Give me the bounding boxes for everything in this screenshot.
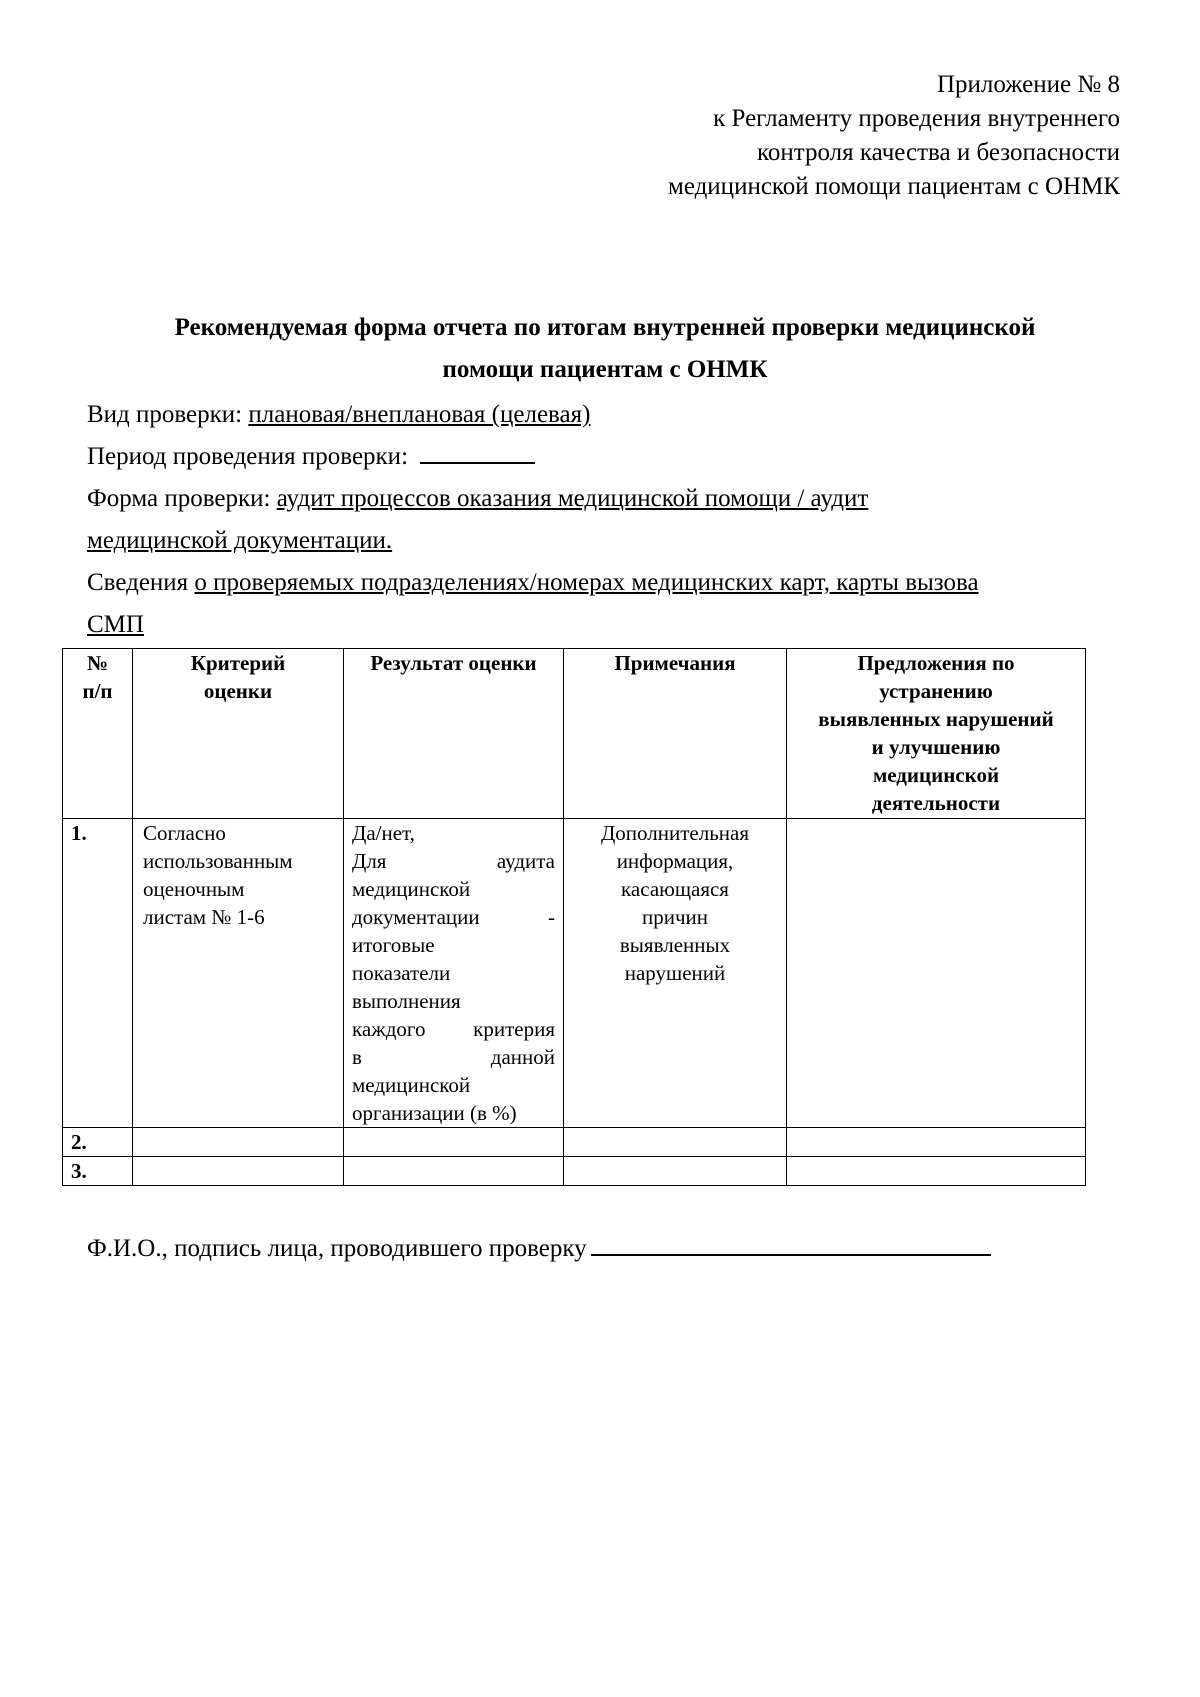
header-criterion xyxy=(133,649,344,819)
result-line: медицинской xyxy=(352,877,471,901)
header-proposals-line: устранению xyxy=(879,679,993,703)
units-info-cont xyxy=(87,604,1127,646)
appendix-line-2: к Регламенту проведения внутреннего xyxy=(713,105,1120,132)
result-cell xyxy=(344,819,564,1128)
header-criterion-line: Критерий xyxy=(190,651,286,675)
result-line: показатели xyxy=(352,961,451,985)
notes-line: выявленных xyxy=(619,933,731,957)
result-line: организации (в %) xyxy=(352,1101,517,1125)
result-line: каждого критерия xyxy=(352,1017,555,1041)
check-form-value-2: медицинской документации. xyxy=(87,527,393,554)
title-line-2: помощи пациентам с ОНМК xyxy=(442,356,768,383)
notes-cell xyxy=(564,1128,787,1157)
units-info xyxy=(87,562,1127,604)
check-type-value: плановая/внеплановая (целевая) xyxy=(248,401,591,428)
result-cell xyxy=(344,1157,564,1186)
result-line: документации - xyxy=(352,905,555,929)
table-row xyxy=(63,1157,1086,1186)
header-criterion-line: оценки xyxy=(203,679,273,703)
proposals-cell xyxy=(787,1128,1086,1157)
result-line: Да/нет, xyxy=(352,821,415,845)
criterion-line: оценочным xyxy=(143,877,245,901)
criterion-cell xyxy=(133,819,344,1128)
notes-cell xyxy=(564,819,787,1128)
title-line-1: Рекомендуемая форма отчета по итогам внутренней проверки медицинской xyxy=(174,314,1036,341)
criterion-line: Согласно xyxy=(143,821,226,845)
header-notes-text: Примечания xyxy=(614,651,736,675)
table-row xyxy=(63,819,1086,1128)
header-proposals-line: выявленных нарушений xyxy=(818,707,1054,731)
header-result-text: Результат оценки xyxy=(370,651,537,675)
check-form-cont xyxy=(87,520,1127,562)
result-cell xyxy=(344,1128,564,1157)
proposals-cell xyxy=(787,1157,1086,1186)
notes-line: Дополнительная xyxy=(600,821,749,845)
proposals-cell xyxy=(787,819,1086,1128)
units-value-2: СМП xyxy=(87,611,144,638)
check-type xyxy=(87,394,1127,436)
table-row xyxy=(63,1128,1086,1157)
check-period xyxy=(87,436,1127,478)
criterion-cell xyxy=(133,1157,344,1186)
check-form-label: Форма проверки: xyxy=(87,485,277,512)
header-num-line: № xyxy=(86,651,109,675)
row-num: 3. xyxy=(63,1157,133,1186)
header-num-line: п/п xyxy=(82,679,113,703)
appendix-header xyxy=(668,68,1120,204)
report-table xyxy=(62,648,1086,1186)
header-proposals-line: Предложения по xyxy=(857,651,1015,675)
header-proposals-line: медицинской xyxy=(872,763,1000,787)
header-proposals xyxy=(787,649,1086,819)
appendix-line-3: контроля качества и безопасности xyxy=(756,139,1120,166)
header-proposals-line: деятельности xyxy=(871,791,1001,815)
row-num: 2. xyxy=(63,1128,133,1157)
criterion-line: листам № 1-6 xyxy=(143,905,265,929)
result-line: медицинской xyxy=(352,1073,471,1097)
signature-line xyxy=(87,1232,991,1266)
result-line: итоговые xyxy=(352,933,435,957)
criterion-line: использованным xyxy=(143,849,293,873)
notes-line: нарушений xyxy=(624,961,726,985)
notes-line: касающаяся xyxy=(621,877,729,901)
header-num xyxy=(63,649,133,819)
check-type-label: Вид проверки: xyxy=(87,401,249,428)
row-num: 1. xyxy=(63,819,133,1128)
check-info xyxy=(87,394,1127,646)
signature-label: Ф.И.О., подпись лица, проводившего проверку xyxy=(87,1235,587,1262)
period-blank-line xyxy=(420,440,535,464)
check-form-value-1: аудит процессов оказания медицинской помощи / аудит xyxy=(276,485,869,512)
check-period-label: Период проведения проверки: xyxy=(87,443,415,470)
result-line: Для аудита xyxy=(352,849,555,873)
document-title xyxy=(60,307,1150,391)
appendix-line-1: Приложение № 8 xyxy=(936,71,1120,98)
units-label: Сведения xyxy=(87,569,195,596)
result-line: в данной xyxy=(352,1045,555,1069)
notes-line: информация, xyxy=(616,849,734,873)
header-result xyxy=(344,649,564,819)
check-form xyxy=(87,478,1127,520)
header-proposals-line: и улучшению xyxy=(871,735,1001,759)
header-notes xyxy=(564,649,787,819)
result-line: выполнения xyxy=(352,989,461,1013)
appendix-line-4: медицинской помощи пациентам с ОНМК xyxy=(668,173,1120,200)
signature-blank-line xyxy=(591,1232,991,1256)
table-header-row xyxy=(63,649,1086,819)
notes-cell xyxy=(564,1157,787,1186)
criterion-cell xyxy=(133,1128,344,1157)
notes-line: причин xyxy=(641,905,708,929)
units-value-1: о проверяемых подразделениях/номерах медицинских карт, карты вызова xyxy=(194,569,979,596)
